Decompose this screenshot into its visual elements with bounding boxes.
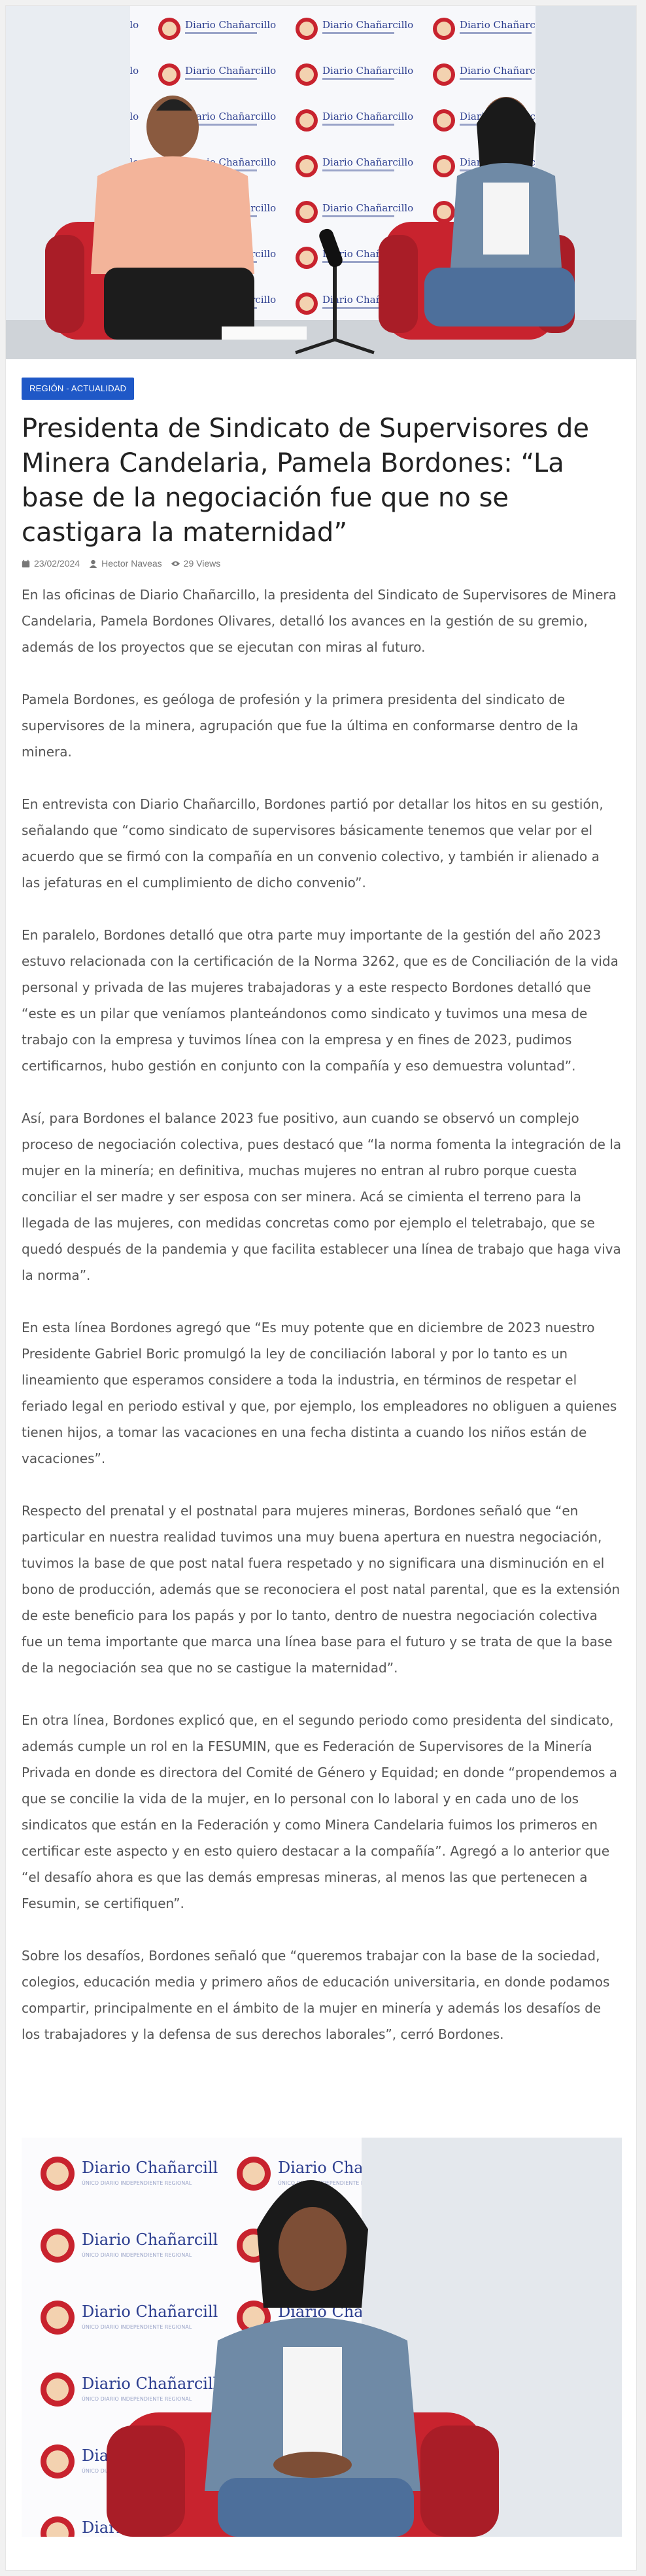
user-icon	[89, 559, 97, 568]
article-card	[5, 5, 637, 2571]
interview-photo-illustration	[6, 6, 636, 359]
meta-date-text: 23/02/2024	[34, 558, 80, 569]
paragraph: En otra línea, Bordones explicó que, en el segundo periodo como presidenta del sindicato, además cumple un rol en la FESUMIN, que es Federación de Supervisores de la Minería Privada en donde es directora del Comité de Género y Equidad; en donde “propendemos a que se concilie la vida de la mujer, en lo personal con lo laboral y en cada uno de los sindicatos que están en la Federación y como Minera Candelaria fuimos los primeros en certificar este aspecto y en esto quiero destacar a la compañía”. Agregó a lo anterior que “el desafío ahora es que las demás empresas mineras, al menos las que pertenecen a Fesumin, se certifiquen”.	[22, 1712, 618, 1911]
hero-photo	[6, 6, 636, 359]
category-badge[interactable]: REGIÓN - ACTUALIDAD	[22, 378, 134, 400]
portrait-photo	[22, 2138, 622, 2537]
paragraph: En esta línea Bordones agregó que “Es muy potente que en diciembre de 2023 nuestro Presidente Gabriel Boric promulgó la ley de conciliación laboral y por lo tanto es un lineamiento que esperamos considere a toda la industria, en términos de respetar el feriado legal en periodo estival y que, por ejemplo, los empleadores no obliguen a quienes tienen hijos, a tomar las vacaciones en una fecha distinta a cuando los niños están de vacaciones”.	[22, 1320, 617, 1466]
meta-views	[171, 558, 221, 569]
article-body	[22, 582, 622, 2073]
meta-views-text: 29 Views	[183, 558, 221, 569]
paragraph: Así, para Bordones el balance 2023 fue positivo, aun cuando se observó un complejo proceso de negociación colectiva, pues destacó que “la norma fomenta la integración de la mujer en la minería; en definitiva, muchas mujeres no entran al rubro porque cuesta conciliar el ser madre y ser esposa con ser minera. Acá se cimienta el terreno para la llegada de las mujeres, con medidas concretas como por ejemplo el teletrabajo, que se quedó después de la pandemia y que facilita establecer una línea de trabajo que haga viva la norma”.	[22, 1110, 622, 1283]
paragraph: En entrevista con Diario Chañarcillo, Bordones partió por detallar los hitos en su gestión, señalando que “como sindicato de supervisores básicamente tenemos que velar por el acuerdo que se firmó con la compañía en un convenio colectivo, y también ir alienado a las jefaturas en el cumplimiento de dicho convenio”.	[22, 796, 604, 891]
calendar-icon	[22, 559, 30, 568]
meta-author-text[interactable]: Hector Naveas	[101, 558, 162, 569]
paragraph: Sobre los desafíos, Bordones señaló que “queremos trabajar con la base de la sociedad, colegios, educación media y primero años de educación universitaria, en donde podamos compartir, principalmente en el ámbito de la mujer en minería y además los desafíos de los trabajadores y la defensa de sus derechos laborales”, cerró Bordones.	[22, 1948, 610, 2042]
paragraph: Respecto del prenatal y el postnatal para mujeres mineras, Bordones señaló que “en particular en nuestra realidad tuvimos una muy buena apertura en nuestra negociación, tuvimos la base de que post natal fuera respetado y no significara una disminución en el bono de producción, además que se reconociera el post natal parental, que es la extensión de este beneficio para los papás y por lo tanto, dentro de nuestra negociación colectiva fue un tema importante que marca una línea base para el futuro y se trata de que la base de la negociación sea que no se castigue la maternidad”.	[22, 1503, 620, 1676]
article-meta	[22, 557, 224, 570]
paragraph: En las oficinas de Diario Chañarcillo, la presidenta del Sindicato de Supervisores de Minera Candelaria, Pamela Bordones Olivares, detalló los avances en la gestión de su gremio, además de los proyectos que se ejecutan con miras al futuro.	[22, 587, 617, 655]
meta-author[interactable]	[89, 558, 162, 569]
eye-icon	[171, 559, 180, 568]
meta-date	[22, 558, 80, 569]
article-title: Presidenta de Sindicato de Supervisores de Minera Candelaria, Pamela Bordones: “La base de la negociación fue que no se castigara la maternidad”	[22, 414, 589, 548]
portrait-photo-illustration	[22, 2138, 622, 2537]
paragraph: Pamela Bordones, es geóloga de profesión y la primera presidenta del sindicato de supervisores de la minera, agrupación que fue la última en conformarse dentro de la minera.	[22, 692, 579, 760]
paragraph: En paralelo, Bordones detalló que otra parte muy importante de la gestión del año 2023 estuvo relacionada con la certificación de la Norma 3262, que es de Conciliación de la vida personal y privada de las mujeres trabajadoras y a este respecto Bordones detalló que “este es un pilar que veníamos planteándonos como sindicato y tuvimos una mesa de trabajo con la empresa y tuvimos línea con la empresa y en fines de 2023, pudimos certificarnos, hubo gestión en conjunto con la compañía y eso demuestra voluntad”.	[22, 927, 619, 1074]
